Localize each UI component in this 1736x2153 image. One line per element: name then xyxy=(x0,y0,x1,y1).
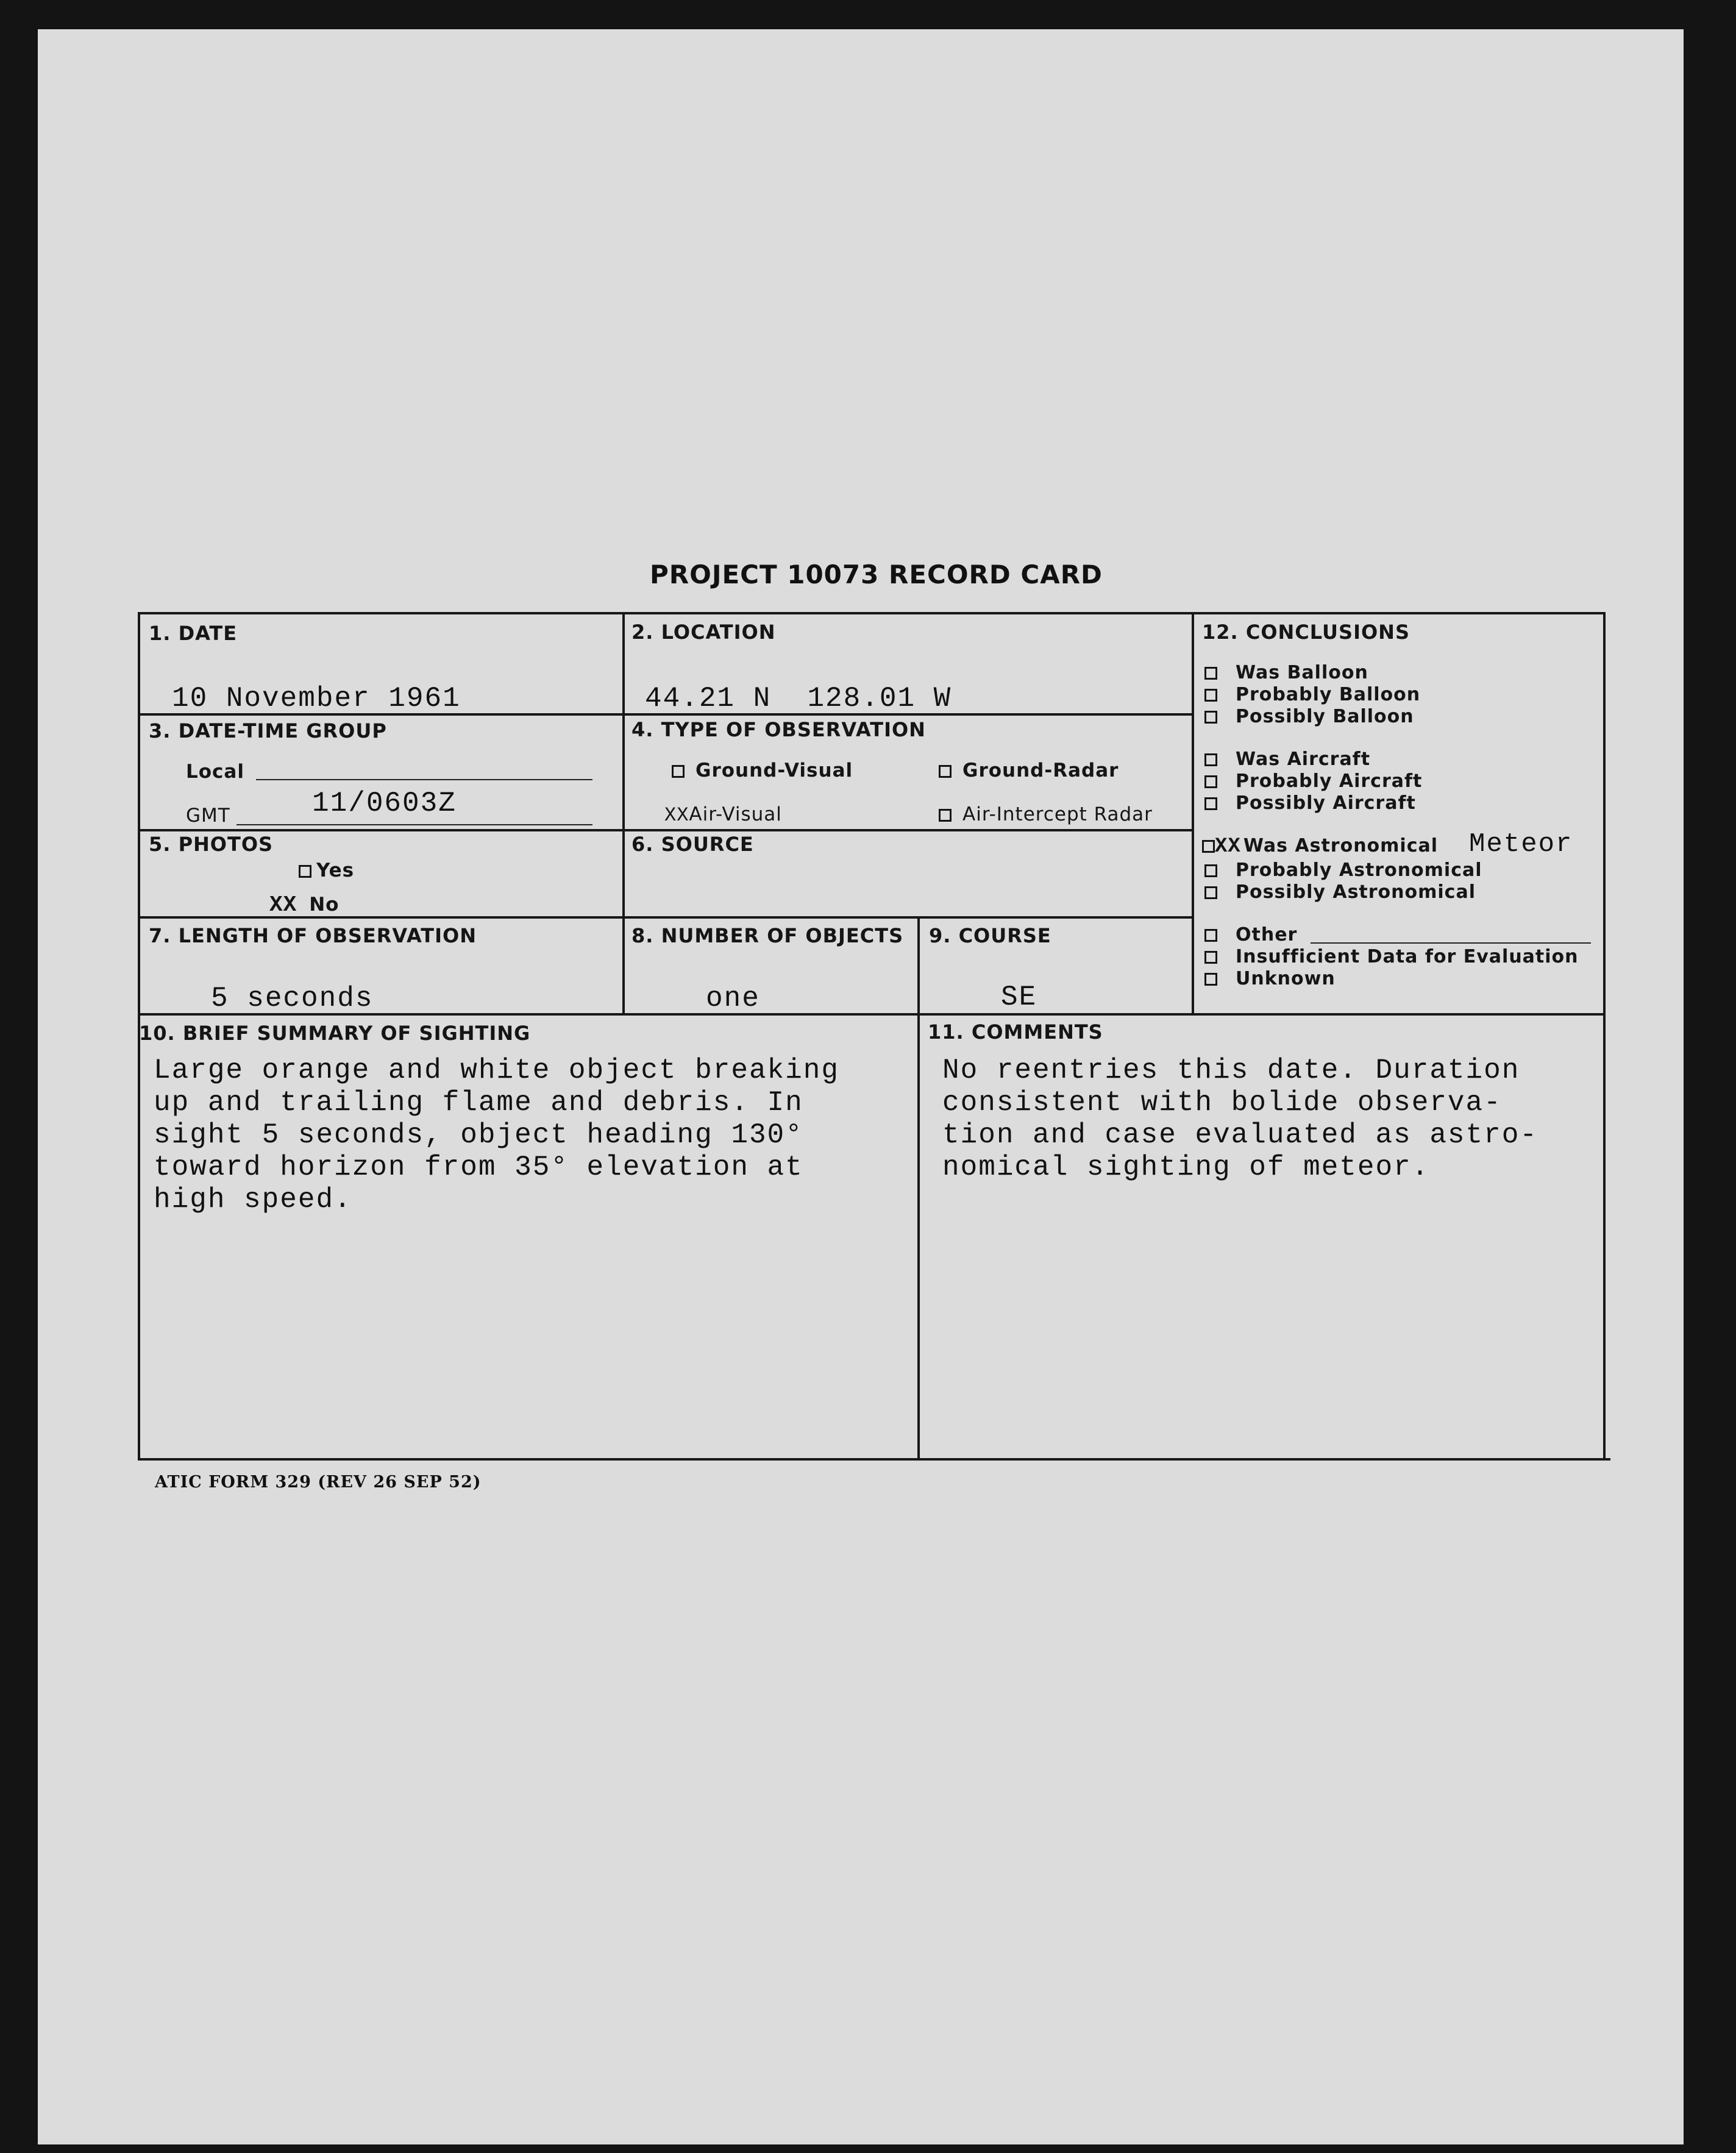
comment-line: No reentries this date. Duration xyxy=(942,1055,1520,1086)
photos-no: XX No xyxy=(269,892,340,917)
length-label: 7. LENGTH OF OBSERVATION xyxy=(149,924,477,947)
checkbox-icon xyxy=(1204,886,1217,899)
comment-line: tion and case evaluated as astro- xyxy=(942,1119,1538,1151)
option-air-intercept-radar: Air-Intercept Radar xyxy=(939,803,1153,825)
summary-label: 10. BRIEF SUMMARY OF SIGHTING xyxy=(139,1022,531,1045)
comment-line: nomical sighting of meteor. xyxy=(942,1151,1430,1183)
checkbox-icon xyxy=(1204,973,1217,986)
summary-line: high speed. xyxy=(154,1184,352,1215)
checked-mark: XX xyxy=(269,892,297,917)
gmt-line xyxy=(237,824,592,825)
objects-label: 8. NUMBER OF OBJECTS xyxy=(631,924,904,947)
comments-text xyxy=(942,1055,1538,1184)
conclusion-probably-balloon: Probably Balloon xyxy=(1204,684,1420,705)
checkbox-icon xyxy=(1204,797,1217,810)
photos-label: 5. PHOTOS xyxy=(149,833,274,856)
checkbox-icon xyxy=(1204,689,1217,702)
checkbox-icon xyxy=(1204,929,1217,942)
checkbox-icon xyxy=(939,765,952,778)
date-label: 1. DATE xyxy=(149,622,238,645)
checkbox-icon xyxy=(299,865,311,878)
option-ground-radar: Ground-Radar xyxy=(939,760,1119,781)
checkbox-icon xyxy=(939,809,952,822)
conclusion-was-aircraft: Was Aircraft xyxy=(1204,749,1370,770)
summary-line: sight 5 seconds, object heading 130° xyxy=(154,1119,803,1151)
checkbox-icon xyxy=(1204,753,1217,766)
date-value: 10 November 1961 xyxy=(172,683,461,714)
summary-line: up and trailing flame and debris. In xyxy=(154,1087,803,1119)
conclusion-probably-aircraft: Probably Aircraft xyxy=(1204,770,1422,792)
checked-mark: XX xyxy=(664,804,689,827)
checkbox-icon xyxy=(1202,840,1215,853)
option-ground-visual: Ground-Visual xyxy=(672,760,853,781)
card-title: PROJECT 10073 RECORD CARD xyxy=(650,560,1103,589)
checkbox-icon xyxy=(1204,711,1217,724)
astronomical-note: Meteor xyxy=(1469,829,1573,859)
course-label: 9. COURSE xyxy=(929,924,1051,947)
conclusion-unknown: Unknown xyxy=(1204,968,1336,989)
summary-line: toward horizon from 35° elevation at xyxy=(154,1151,803,1183)
summary-text xyxy=(154,1055,839,1216)
comment-line: consistent with bolide observa- xyxy=(942,1087,1502,1119)
checkbox-icon xyxy=(1204,864,1217,877)
checked-mark: XX xyxy=(1215,835,1241,858)
other-line xyxy=(1311,942,1591,944)
gmt-label: GMT xyxy=(186,805,230,827)
photos-yes: Yes xyxy=(299,859,354,881)
conclusion-possibly-balloon: Possibly Balloon xyxy=(1204,706,1414,727)
local-time-label: Local xyxy=(186,761,244,783)
conclusion-possibly-astronomical: Possibly Astronomical xyxy=(1204,881,1476,903)
option-air-visual: XXAir-Visual xyxy=(664,803,782,827)
course-value: SE xyxy=(1001,981,1037,1013)
form-number: ATIC FORM 329 (REV 26 SEP 52) xyxy=(155,1473,482,1492)
comments-label: 11. COMMENTS xyxy=(928,1020,1103,1044)
local-time-line xyxy=(256,779,592,780)
objects-value: one xyxy=(706,983,760,1014)
conclusion-probably-astronomical: Probably Astronomical xyxy=(1204,859,1482,881)
checkbox-icon xyxy=(1204,667,1217,680)
checkbox-icon xyxy=(1204,951,1217,964)
conclusions-label: 12. CONCLUSIONS xyxy=(1202,621,1410,644)
length-value: 5 seconds xyxy=(211,983,374,1014)
gmt-value: 11/0603Z xyxy=(312,788,457,819)
checkbox-icon xyxy=(1204,775,1217,788)
location-value: 44.21 N 128.01 W xyxy=(645,683,952,714)
conclusion-was-astronomical: XX Was Astronomical xyxy=(1202,835,1438,858)
date-time-group-label: 3. DATE-TIME GROUP xyxy=(149,719,387,742)
location-label: 2. LOCATION xyxy=(631,621,776,644)
conclusion-insufficient-data: Insufficient Data for Evaluation xyxy=(1204,946,1579,967)
source-label: 6. SOURCE xyxy=(631,833,754,856)
observation-type-label: 4. TYPE OF OBSERVATION xyxy=(631,718,926,741)
conclusion-other: Other xyxy=(1204,924,1297,945)
conclusion-was-balloon: Was Balloon xyxy=(1204,662,1368,683)
checkbox-icon xyxy=(672,765,685,778)
summary-line: Large orange and white object breaking xyxy=(154,1055,839,1086)
conclusion-possibly-aircraft: Possibly Aircraft xyxy=(1204,792,1416,814)
